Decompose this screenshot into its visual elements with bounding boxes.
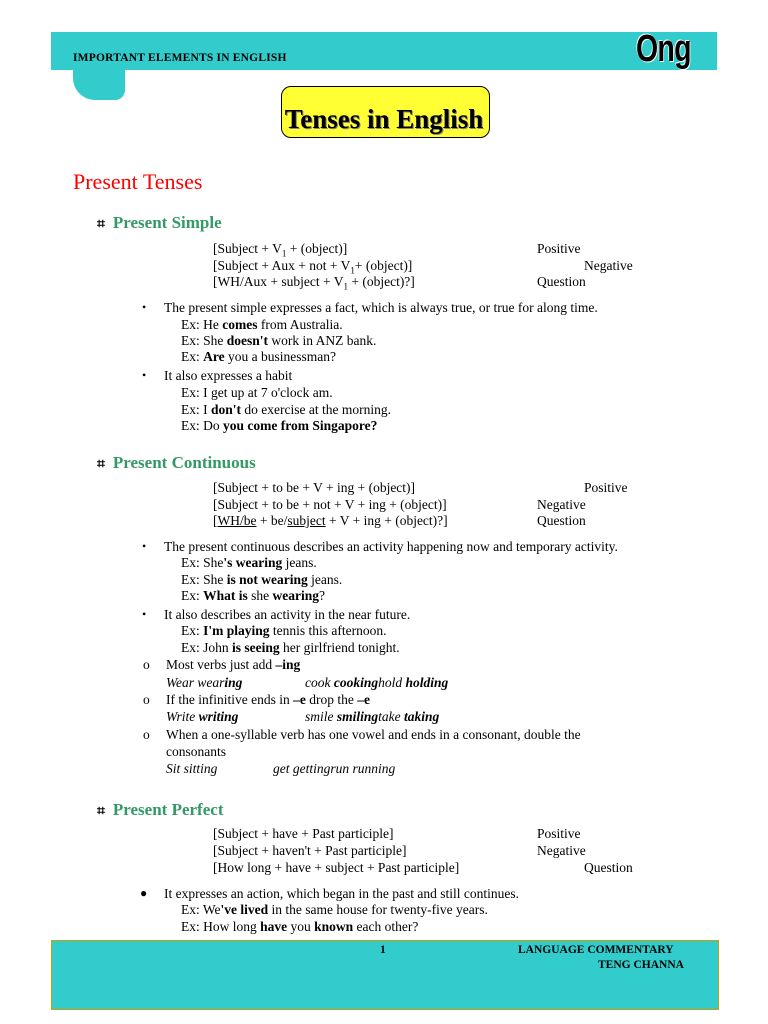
example-line: Ex: She doesn't work in ANZ bank.: [181, 333, 377, 348]
formula-label: Question: [537, 274, 586, 289]
rule-text: Most verbs just add –ing: [166, 657, 301, 672]
rule-example: Sit sitting: [166, 761, 218, 776]
example-line: Ex: I don't do exercise at the morning.: [181, 402, 391, 417]
example-line: Ex: I'm playing tennis this afternoon.: [181, 623, 387, 638]
bullet-icon: •: [142, 300, 147, 314]
circle-bullet: o: [143, 692, 150, 707]
example-line: Ex: We've lived in the same house for twenty-five years.: [181, 902, 488, 917]
bullet-text: It also describes an activity in the near future.: [164, 607, 411, 622]
bullet-icon: •: [142, 368, 147, 382]
formula-label: Negative: [537, 497, 586, 512]
example-line: Ex: She is not wearing jeans.: [181, 572, 343, 587]
bullet-icon: ●: [140, 886, 148, 900]
formula-negative: [Subject + to be + not + V + ing + (object)]: [213, 497, 447, 512]
formula-question: [WH/be + be/subject + V + ing + (object)?]: [213, 513, 448, 528]
bullet-text: The present continuous describes an activity happening now and temporary activity.: [164, 539, 618, 554]
formula-label: Question: [584, 860, 633, 875]
rule-example: Wear wearing: [166, 675, 243, 690]
circle-bullet: o: [143, 657, 150, 672]
rule-example: get gettingrun running: [273, 761, 396, 776]
rule-text: When a one-syllable verb has one vowel and ends in a consonant, double the: [166, 727, 581, 742]
header-band: [51, 32, 717, 70]
formula-negative: [Subject + haven't + Past participle]: [213, 843, 407, 858]
formula-positive: [Subject + $V_1$ + (object)]: [213, 241, 348, 259]
bullet-icon: •: [142, 539, 147, 553]
bullet-text: It expresses an action, which began in the past and still continues.: [164, 886, 520, 901]
heading-present-perfect: ⌗ Present Perfect: [97, 800, 224, 819]
example-line: Ex: Are you a businessman?: [181, 349, 336, 364]
bullet-text: The present simple expresses a fact, which is always true, or true for along time.: [164, 300, 598, 315]
header-title: IMPORTANT ELEMENTS IN ENGLISH: [73, 52, 287, 64]
rule-text-cont: consonants: [166, 744, 226, 759]
heading-present-continuous: ⌗ Present Continuous: [97, 453, 256, 472]
example-line: Ex: John is seeing her girlfriend tonight.: [181, 640, 400, 655]
bullet-text: It also expresses a habit: [164, 368, 293, 383]
example-line: Ex: She's wearing jeans.: [181, 555, 317, 570]
page-title: Tenses in English: [284, 104, 484, 134]
formula-positive: [Subject + have + Past participle]: [213, 826, 394, 841]
rule-example: cook cookinghold holding: [305, 675, 449, 690]
formula-label: Negative: [584, 258, 633, 273]
example-line: Ex: He comes from Australia.: [181, 317, 343, 332]
formula-question: [WH/Aux + subject + $V_1$ + (object)?]: [213, 274, 415, 292]
example-line: Ex: I get up at 7 o'clock am.: [181, 385, 333, 400]
formula-label: Positive: [537, 241, 581, 256]
footer-line-1: LANGUAGE COMMENTARY: [518, 944, 674, 956]
formula-label: Question: [537, 513, 586, 528]
footer-line-2: TENG CHANNA: [598, 959, 684, 971]
rule-example: Write writing: [166, 709, 239, 724]
header-tab-decoration: [73, 66, 125, 100]
section-heading: Present Tenses: [73, 169, 203, 194]
heading-present-simple: ⌗ Present Simple: [97, 213, 222, 232]
formula-question: [How long + have + subject + Past participle]: [213, 860, 460, 875]
hash-bullet-icon: ⌗: [97, 217, 105, 232]
hash-bullet-icon: ⌗: [97, 457, 105, 472]
example-line: Ex: Do you come from Singapore?: [181, 418, 378, 433]
example-line: Ex: What is she wearing?: [181, 588, 326, 603]
formula-negative: [Subject + Aux + not + $V_1+$ (object)]: [213, 258, 413, 276]
rule-example: smile smilingtake taking: [305, 709, 440, 724]
page-number: 1: [380, 944, 386, 956]
formula-positive: [Subject + to be + V + ing + (object)]: [213, 480, 416, 495]
example-line: Ex: How long have you known each other?: [181, 919, 419, 934]
formula-label: Positive: [537, 826, 581, 841]
formula-label: Negative: [537, 843, 586, 858]
formula-label: Positive: [584, 480, 628, 495]
rule-text: If the infinitive ends in –e drop the –e: [166, 692, 370, 707]
bullet-icon: •: [142, 607, 147, 621]
hash-bullet-icon: ⌗: [97, 804, 105, 819]
circle-bullet: o: [143, 727, 150, 742]
logo: Ong: [636, 28, 691, 70]
